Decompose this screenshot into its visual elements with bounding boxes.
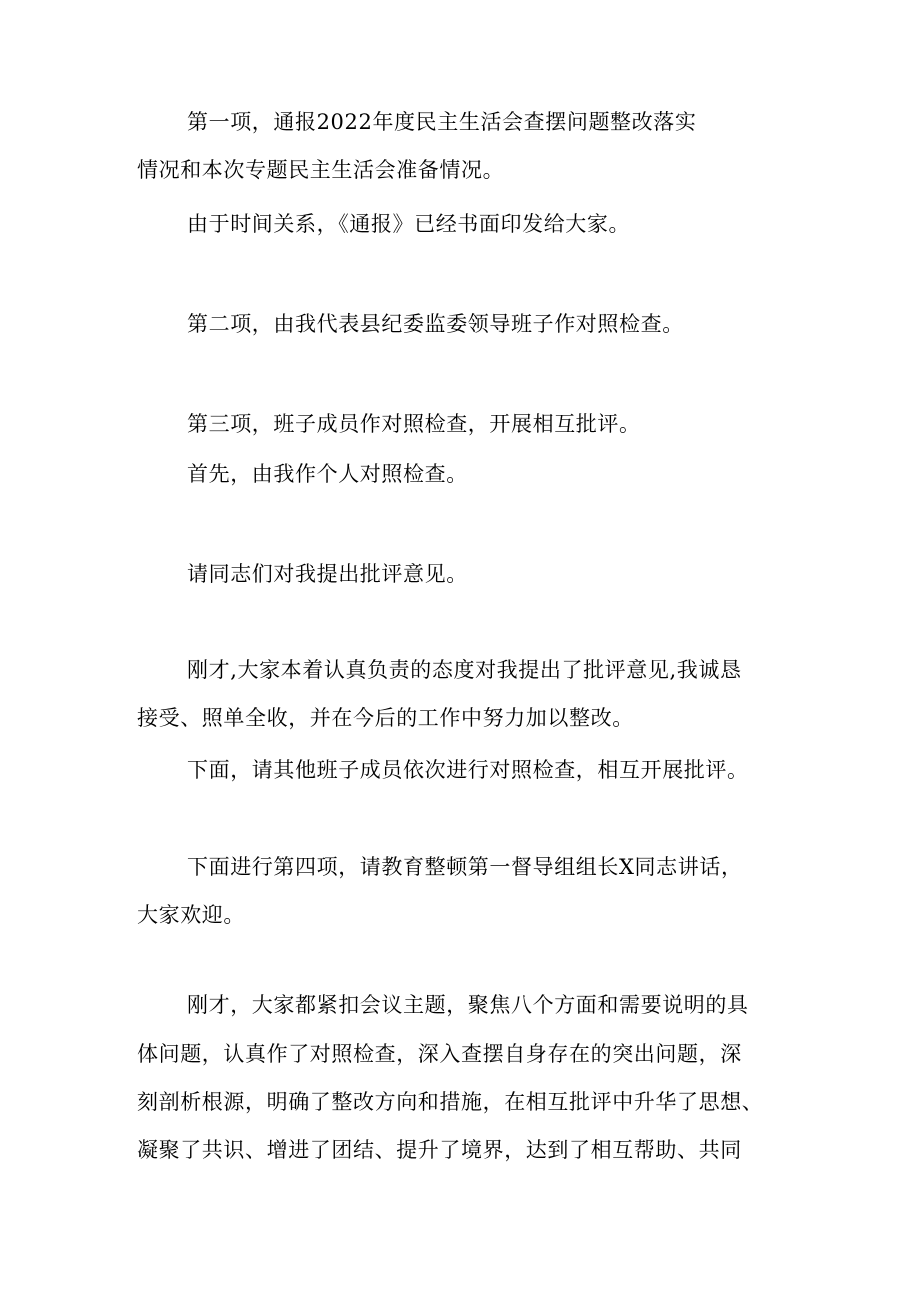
text-line: 情况和本次专题民主生活会准备情况。 — [137, 158, 505, 182]
text-line: 凝聚了共识、增进了团结、提升了境界，达到了相互帮助、共同 — [137, 1138, 742, 1162]
text-line: 刚才,大家本着认真负责的态度对我提出了批评意见,我诚恳 — [187, 658, 742, 682]
text-line: 刚才，大家都紧扣会议主题，聚焦八个方面和需要说明的具 — [187, 993, 749, 1017]
text-line: 由于时间关系，《通报》已经书面印发给大家。 — [187, 212, 631, 236]
text-line: 大家欢迎。 — [137, 903, 245, 927]
text-line: 体问题，认真作了对照检查，深入查摆自身存在的突出问题，深 — [137, 1042, 742, 1066]
text-line: 第三项，班子成员作对照检查，开展相互批评。 — [187, 412, 641, 436]
text-line: 刻剖析根源，明确了整改方向和措施，在相互批评中升华了思想、 — [137, 1090, 764, 1114]
text-line: 下面进行第四项，请教育整顿第一督导组组长X同志讲话， — [187, 855, 743, 879]
text-line: 第一项，通报2022年度民主生活会查摆问题整改落实 — [187, 110, 697, 134]
text-line: 请同志们对我提出批评意见。 — [187, 562, 468, 586]
text-line: 第二项，由我代表县纪委监委领导班子作对照检查。 — [187, 312, 684, 336]
text-line: 接受、照单全收，并在今后的工作中努力加以整改。 — [137, 706, 634, 730]
text-line: 首先，由我作个人对照检查。 — [187, 462, 468, 486]
text-line: 下面，请其他班子成员依次进行对照检查，相互开展批评。 — [187, 758, 749, 782]
